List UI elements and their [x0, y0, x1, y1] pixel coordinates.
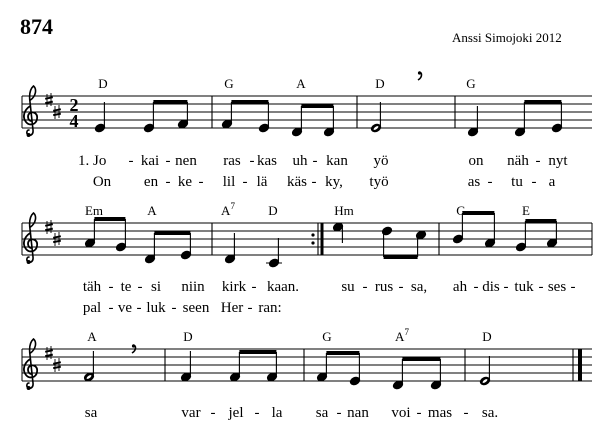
lyric-syllable: lil — [222, 174, 236, 190]
chord-root: A — [395, 329, 405, 344]
notes-system-2 — [84, 213, 558, 268]
lyric-hyphen: - — [165, 174, 171, 190]
chord-extension: 7 — [404, 327, 409, 337]
lyric-hyphen: - — [165, 153, 171, 169]
lyric-syllable: täh — [82, 279, 102, 295]
lyric-syllable: sa — [315, 405, 329, 421]
lyric-syllable: niin — [181, 279, 205, 295]
chord: A — [87, 329, 97, 344]
chord: G — [466, 76, 476, 91]
lyric-syllable: ras — [223, 153, 241, 169]
lyric-syllable: ses — [547, 279, 567, 295]
lyric-syllable: te — [120, 279, 132, 295]
lyric-syllable: as — [467, 174, 481, 190]
lyric-syllable: yö — [373, 153, 389, 169]
lyric-syllable: en — [143, 174, 159, 190]
svg-text:4: 4 — [69, 111, 79, 131]
lyric-hyphen: - — [535, 153, 541, 169]
lyric-syllable: on — [468, 153, 484, 169]
lyric-hyphen: - — [108, 279, 114, 295]
key-signature — [45, 346, 61, 372]
lyric-syllable: seen — [182, 300, 210, 316]
lyric-hyphen: - — [108, 300, 114, 316]
lyric-syllable: sa. — [481, 405, 499, 421]
lyric-hyphen: - — [251, 279, 257, 295]
composer-credit: Anssi Simojoki 2012 — [452, 30, 562, 45]
lyric-syllable: pal — [82, 300, 102, 316]
lyric-hyphen: - — [531, 174, 537, 190]
lyric-hyphen: - — [362, 279, 368, 295]
notes-system-3 — [83, 344, 580, 390]
chord: G — [456, 203, 466, 218]
lyric-syllable: ah — [452, 279, 468, 295]
lyric-syllable: uh — [292, 153, 308, 169]
lyric-syllable: dis — [482, 279, 500, 295]
time-signature — [70, 95, 79, 131]
lyric-hyphen: - — [210, 405, 216, 421]
chord: A — [147, 203, 157, 218]
lyric-syllable: On — [92, 174, 112, 190]
lyric-hyphen: - — [198, 174, 204, 190]
chord: D — [375, 76, 385, 91]
lyric-syllable: la — [271, 405, 283, 421]
lyric-syllable: var — [181, 405, 201, 421]
lyric-hyphen: - — [473, 279, 479, 295]
lyric-hyphen: - — [242, 174, 248, 190]
chord: G — [224, 76, 234, 91]
lyric-syllable: nen — [175, 153, 197, 169]
chord: E — [522, 203, 530, 218]
chord: Em — [84, 203, 104, 218]
lyric-syllable: rus — [374, 279, 394, 295]
lyric-syllable: nyt — [548, 153, 568, 169]
lyric-syllable: ke — [177, 174, 193, 190]
svg-text:2: 2 — [69, 95, 79, 115]
lyric-hyphen: - — [416, 405, 422, 421]
lyric-syllable: 1. Jo — [78, 153, 107, 169]
lyric-syllable: lä — [256, 174, 268, 190]
lyric-hyphen: - — [311, 174, 317, 190]
lyric-syllable: sa — [84, 405, 98, 421]
lyric-hyphen: - — [487, 174, 493, 190]
key-signature — [45, 93, 61, 119]
lyric-syllable: su — [341, 279, 355, 295]
key-signature — [45, 220, 61, 246]
lyric-syllable: tu — [511, 174, 523, 190]
lyric-syllable: ky, — [325, 174, 343, 190]
staff-1 — [22, 96, 592, 128]
lyric-syllable: kai — [140, 153, 160, 169]
lyric-syllable: voi — [391, 405, 411, 421]
lyric-hyphen: - — [336, 405, 342, 421]
lyric-syllable: käs — [287, 174, 307, 190]
lyric-syllable: tuk — [514, 279, 534, 295]
lyric-syllable: työ — [369, 174, 389, 190]
lyric-hyphen: - — [137, 279, 143, 295]
lyric-syllable: Her — [220, 300, 244, 316]
chord: Hm — [334, 203, 354, 218]
lyric-hyphen: - — [254, 405, 260, 421]
lyric-syllable: kas — [257, 153, 277, 169]
lyric-hyphen: - — [538, 279, 544, 295]
lyric-syllable: jel — [228, 405, 244, 421]
lyric-hyphen: - — [249, 153, 255, 169]
lyric-syllable: ran: — [258, 300, 282, 316]
chord: D — [183, 329, 193, 344]
chord: D — [98, 76, 108, 91]
lyric-syllable: mas — [427, 405, 453, 421]
staff-2 — [22, 223, 592, 255]
chord: G — [322, 329, 332, 344]
lyric-syllable: a — [548, 174, 556, 190]
staff-3 — [22, 349, 592, 381]
lyric-hyphen: - — [247, 300, 253, 316]
lyric-syllable: luk — [146, 300, 166, 316]
lyric-syllable: si — [150, 279, 162, 295]
lyric-syllable: ve — [117, 300, 133, 316]
lyric-hyphen: - — [398, 279, 404, 295]
lyric-hyphen: - — [136, 300, 142, 316]
lyric-syllable: kirk — [221, 279, 247, 295]
hymn-number: 874 — [20, 14, 53, 39]
lyric-syllable: nan — [347, 405, 369, 421]
chord: D — [268, 203, 278, 218]
lyric-hyphen: - — [128, 153, 134, 169]
lyric-hyphen: - — [312, 153, 318, 169]
lyric-hyphen: - — [503, 279, 509, 295]
lyric-syllable: kan — [326, 153, 348, 169]
chord-root: A — [221, 203, 231, 218]
chord-extension: 7 — [230, 201, 235, 211]
lyric-hyphen: - — [463, 405, 469, 421]
lyric-syllable: kaan. — [266, 279, 300, 295]
lyric-syllable: sa, — [410, 279, 428, 295]
lyric-hyphen: - — [171, 300, 177, 316]
lyric-hyphen: - — [570, 279, 576, 295]
chord: D — [482, 329, 492, 344]
lyric-syllable: näh — [507, 153, 529, 169]
chord: A — [296, 76, 306, 91]
